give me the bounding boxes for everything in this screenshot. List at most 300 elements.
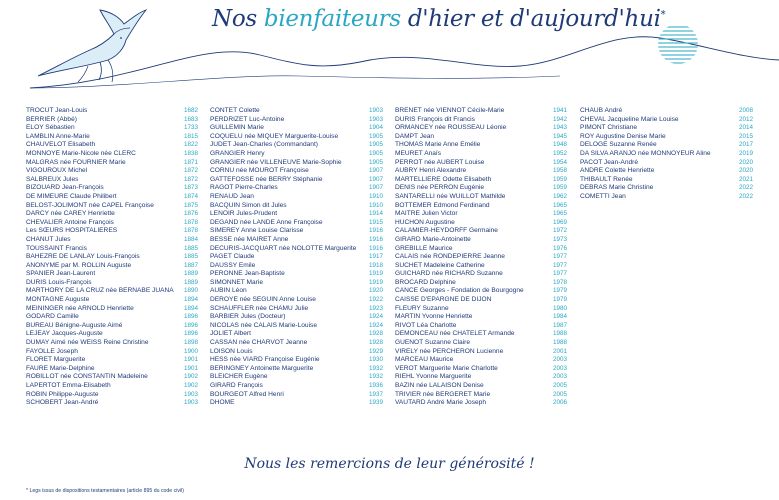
benefactor-name: MARCEAU Maurice — [395, 356, 454, 364]
benefactor-name: SALBREUX Jules — [26, 175, 79, 183]
benefactor-name: BACQUIN Simon dit Jules — [210, 201, 287, 209]
benefactor-year: 1959 — [552, 175, 567, 183]
benefactor-row — [26, 227, 198, 236]
benefactor-name: JUDET Jean-Charles (Commandant) — [210, 141, 318, 149]
benefactor-year: 1871 — [183, 158, 198, 166]
benefactor-row — [26, 210, 198, 219]
benefactor-row — [26, 270, 198, 279]
benefactor-row — [26, 262, 198, 271]
benefactor-name: Les SŒURS HOSPITALIERES — [26, 227, 118, 235]
benefactor-row — [26, 305, 198, 314]
benefactor-year: 2003 — [552, 356, 567, 364]
benefactor-year: 2003 — [552, 373, 567, 381]
benefactor-row — [395, 227, 567, 236]
benefactor-name: RAGOT Pierre-Charles — [210, 184, 278, 192]
decorative-swoosh — [30, 37, 779, 88]
benefactor-row — [580, 116, 753, 125]
benefactor-year: 1914 — [368, 210, 383, 218]
benefactor-row — [580, 176, 753, 185]
benefactor-year: 1945 — [552, 132, 567, 140]
benefactor-name: TOUSSAINT Francis — [26, 244, 87, 252]
benefactor-name: MEURET Anaïs — [395, 149, 442, 157]
benefactor-name: CANCE Georges - Fondation de Bourgogne — [395, 287, 524, 295]
benefactor-year: 1872 — [183, 167, 198, 175]
benefactor-name: MALGRAS née FOURNIER Marie — [26, 158, 126, 166]
benefactor-name: BOTTEMER Edmond Ferdinand — [395, 201, 490, 209]
benefactor-year: 1979 — [552, 296, 567, 304]
benefactor-year: 1916 — [368, 227, 383, 235]
benefactor-name: RENAUD Jean — [210, 192, 254, 200]
benefactor-year: 1942 — [552, 115, 567, 123]
benefactor-name: MARTHORY DE LA CRUZ née BERNABE JUANA — [26, 287, 174, 295]
benefactor-row — [395, 399, 567, 408]
benefactor-row — [395, 253, 567, 262]
benefactor-year: 1905 — [368, 158, 383, 166]
benefactor-name: LAMBLIN Anne-Marie — [26, 132, 90, 140]
benefactor-row — [210, 322, 383, 331]
benefactor-name: HESS née VIARD Françoise Eugénie — [210, 356, 320, 364]
benefactor-name: CALAMIER-HEYDORFF Germaine — [395, 227, 498, 235]
benefactors-column-4 — [580, 107, 753, 202]
benefactor-name: DEBRAS Marie Christine — [580, 184, 654, 192]
benefactor-row — [210, 253, 383, 262]
benefactor-row — [26, 253, 198, 262]
benefactor-row — [210, 227, 383, 236]
benefactor-name: CHANUT Jules — [26, 235, 71, 243]
benefactor-name: BAZIN née LALAISON Denise — [395, 382, 484, 389]
benefactor-name: BERINGNEY Antoinette Marguerite — [210, 364, 314, 372]
benefactor-year: 2022 — [738, 192, 753, 200]
benefactor-name: CHAUB André — [580, 107, 623, 114]
benefactor-year: 1900 — [183, 347, 198, 355]
benefactor-year: 1907 — [368, 184, 383, 192]
benefactor-row — [26, 141, 198, 150]
benefactor-year: 1969 — [552, 218, 567, 226]
benefactor-row — [395, 245, 567, 254]
benefactor-row — [26, 391, 198, 400]
benefactor-row — [26, 313, 198, 322]
benefactor-year: 1904 — [368, 124, 383, 132]
benefactor-name: AUBRY Henri Alexandre — [395, 167, 467, 175]
benefactor-year: 1885 — [183, 253, 198, 261]
benefactor-year: 1930 — [368, 356, 383, 364]
benefactor-name: CALAIS née RONDEPIERRE Jeanne — [395, 253, 505, 261]
benefactor-name: LEJEAY Jacques-Auguste — [26, 330, 103, 338]
benefactor-name: HUCHON Augustine — [395, 218, 455, 226]
benefactor-name: MONTAGNE Auguste — [26, 296, 90, 304]
benefactors-column-3 — [395, 107, 567, 408]
benefactor-row — [395, 270, 567, 279]
benefactor-year: 2014 — [738, 124, 753, 132]
benefactor-row — [210, 202, 383, 211]
benefactor-row — [395, 313, 567, 322]
benefactor-name: RIEHL Yvonne Marguerite — [395, 373, 472, 381]
benefactor-name: BARBIER Jules (Docteur) — [210, 313, 286, 321]
benefactor-name: BOURGEOT Alfred Henri — [210, 390, 284, 398]
benefactor-year: 1915 — [368, 218, 383, 226]
page-title — [212, 6, 665, 32]
benefactor-year: 1822 — [183, 141, 198, 149]
benefactor-row — [26, 124, 198, 133]
benefactor-year: 1988 — [552, 330, 567, 338]
benefactor-row — [210, 262, 383, 271]
benefactor-name: VIRELY née PERCHERON Lucienne — [395, 347, 504, 355]
benefactor-row — [210, 348, 383, 357]
benefactor-year: 1910 — [368, 201, 383, 209]
benefactor-name: DELOGE Suzanne Renée — [580, 141, 657, 149]
benefactor-row — [395, 305, 567, 314]
benefactor-row — [580, 141, 753, 150]
benefactor-year: 2005 — [552, 390, 567, 398]
benefactor-year: 1977 — [552, 253, 567, 261]
benefactor-row — [26, 150, 198, 159]
benefactor-year: 1733 — [183, 124, 198, 132]
benefactor-row — [26, 202, 198, 211]
benefactor-name: ROBIN Philippe-Auguste — [26, 390, 99, 398]
benefactor-row — [395, 382, 567, 391]
title-part1: Nos — [212, 6, 264, 32]
benefactor-year: 1965 — [552, 210, 567, 218]
benefactor-name: DECURIS-JACQUART née NOLOTTE Marguerite — [210, 244, 357, 252]
benefactor-year: 1928 — [368, 339, 383, 347]
benefactor-year: 1875 — [183, 201, 198, 209]
benefactor-name: LOISON Louis — [210, 347, 253, 355]
benefactor-row — [580, 107, 753, 116]
benefactor-year: 1878 — [183, 218, 198, 226]
benefactor-row — [395, 236, 567, 245]
benefactor-year: 1980 — [552, 304, 567, 312]
benefactor-name: PACOT Jean-André — [580, 158, 639, 166]
benefactor-row — [395, 279, 567, 288]
benefactor-name: GREBILLE Maurice — [395, 244, 453, 252]
benefactors-column-1 — [26, 107, 198, 408]
benefactor-row — [210, 159, 383, 168]
benefactor-name: BERRIER (Abbé) — [26, 115, 77, 123]
benefactor-year: 1988 — [552, 339, 567, 347]
benefactor-row — [210, 167, 383, 176]
benefactor-row — [26, 322, 198, 331]
benefactor-name: BLEICHER Eugène — [210, 373, 268, 381]
benefactor-year: 1874 — [183, 192, 198, 200]
benefactors-column-2 — [210, 107, 383, 408]
benefactor-year: 1890 — [183, 287, 198, 295]
benefactor-row — [210, 399, 383, 408]
benefactor-year: 2003 — [552, 364, 567, 372]
benefactor-year: 1916 — [368, 244, 383, 252]
benefactor-year: 1905 — [368, 141, 383, 149]
benefactor-row — [210, 270, 383, 279]
benefactor-name: DAMPT Jean — [395, 132, 435, 140]
benefactor-row — [210, 279, 383, 288]
benefactor-name: GRANGIER Henry — [210, 149, 265, 157]
benefactor-row — [26, 167, 198, 176]
benefactor-name: SCHOBERT Jean-André — [26, 399, 99, 407]
benefactor-name: GATTEFOSSE née BERRY Stéphanie — [210, 175, 323, 183]
benefactor-row — [26, 339, 198, 348]
benefactor-row — [395, 159, 567, 168]
benefactor-name: SIMEREY Anne Louise Clarisse — [210, 227, 304, 235]
benefactor-year: 1918 — [368, 261, 383, 269]
benefactor-year: 1924 — [368, 321, 383, 329]
benefactor-year: 1932 — [368, 373, 383, 381]
benefactor-year: 1917 — [368, 253, 383, 261]
benefactor-year: 1894 — [183, 296, 198, 304]
benefactor-name: PERONNE Jean-Baptiste — [210, 270, 285, 278]
benefactor-year: 1959 — [552, 184, 567, 192]
benefactor-year: 1889 — [183, 270, 198, 278]
benefactor-year: 1896 — [183, 321, 198, 329]
benefactor-row — [210, 356, 383, 365]
benefactor-name: LAPERTOT Emma-Elisabeth — [26, 382, 111, 389]
benefactor-row — [395, 210, 567, 219]
benefactor-year: 1903 — [183, 399, 198, 407]
benefactor-name: DEMONCEAU née CHATELET Armande — [395, 330, 515, 338]
benefactor-year: 1987 — [552, 321, 567, 329]
benefactor-year: 1896 — [183, 330, 198, 338]
benefactor-name: DEROYE née SEGUIN Anne Louise — [210, 296, 316, 304]
benefactor-year: 1922 — [368, 296, 383, 304]
benefactor-name: ROBILLOT née CONSTANTIN Madeleine — [26, 373, 148, 381]
benefactor-name: ELOY Sébastien — [26, 124, 75, 132]
benefactor-row — [580, 159, 753, 168]
benefactor-row — [210, 305, 383, 314]
benefactor-name: BESSE née MAIRET Anne — [210, 235, 289, 243]
benefactor-year: 2020 — [738, 167, 753, 175]
benefactor-name: TROCUT Jean-Louis — [26, 107, 88, 114]
benefactor-year: 1901 — [183, 356, 198, 364]
benefactor-name: VAUTARD André Marie Joseph — [395, 399, 487, 407]
benefactor-name: GRANGIER née VILLENEUVE Marie-Sophie — [210, 158, 342, 166]
benefactor-year: 1683 — [183, 115, 198, 123]
benefactor-row — [26, 296, 198, 305]
benefactor-year: 1954 — [552, 158, 567, 166]
benefactor-name: CHEVAL Jacqueline Marie Louise — [580, 115, 679, 123]
benefactor-name: FLEURY Suzanne — [395, 304, 449, 312]
benefactor-row — [210, 245, 383, 254]
benefactor-row — [26, 236, 198, 245]
benefactor-year: 1876 — [183, 210, 198, 218]
benefactor-year: 1948 — [552, 141, 567, 149]
benefactor-year: 1932 — [368, 364, 383, 372]
benefactor-row — [395, 176, 567, 185]
benefactor-year: 1919 — [368, 278, 383, 286]
benefactor-year: 1887 — [183, 261, 198, 269]
benefactor-name: DA SILVA ARANJO née MONNOYEUR Aline — [580, 149, 711, 157]
benefactor-year: 2021 — [738, 175, 753, 183]
benefactor-row — [26, 219, 198, 228]
benefactor-row — [210, 184, 383, 193]
benefactor-row — [210, 176, 383, 185]
benefactor-year: 1937 — [368, 390, 383, 398]
benefactor-row — [395, 330, 567, 339]
benefactor-row — [26, 287, 198, 296]
benefactor-row — [395, 365, 567, 374]
benefactor-name: SCHAUFFLER née CHAMU Julie — [210, 304, 309, 312]
benefactor-name: CHEVALIER Antoine François — [26, 218, 114, 226]
benefactor-year: 1907 — [368, 175, 383, 183]
benefactor-name: TRIVIER née BERGERET Marie — [395, 390, 491, 398]
benefactor-year: 2012 — [738, 115, 753, 123]
benefactor-name: BELOST-JOLIMONT née CAPEL Françoise — [26, 201, 154, 209]
benefactor-row — [395, 391, 567, 400]
benefactor-row — [580, 150, 753, 159]
benefactor-name: BUREAU Bénigne-Auguste Aimé — [26, 321, 123, 329]
title-highlight: bienfaiteurs — [263, 6, 401, 32]
benefactor-row — [395, 296, 567, 305]
benefactor-name: CHAUVELOT Elisabeth — [26, 141, 96, 149]
benefactor-name: SUCHET Madeleine Catherine — [395, 261, 485, 269]
benefactor-year: 2019 — [738, 149, 753, 157]
benefactor-name: DENIS née PERRON Eugénie — [395, 184, 485, 192]
benefactor-row — [395, 116, 567, 125]
benefactor-row — [210, 141, 383, 150]
benefactor-row — [210, 193, 383, 202]
benefactor-row — [580, 133, 753, 142]
benefactor-year: 1889 — [183, 278, 198, 286]
benefactor-row — [395, 141, 567, 150]
title-footnote-mark: * — [660, 9, 666, 21]
benefactor-name: RIVOT Léa Charlotte — [395, 321, 457, 329]
benefactor-row — [210, 236, 383, 245]
benefactor-row — [395, 107, 567, 116]
benefactor-row — [580, 124, 753, 133]
benefactor-row — [26, 382, 198, 391]
benefactor-name: THIBAULT Renée — [580, 175, 633, 183]
benefactor-row — [210, 373, 383, 382]
benefactor-name: COQUELU née MIQUEY Marguerite-Louise — [210, 132, 339, 140]
benefactor-name: GUICHARD née RICHARD Suzanne — [395, 270, 503, 278]
benefactor-row — [580, 184, 753, 193]
benefactor-name: ANONYME par M. ROLLIN Auguste — [26, 261, 132, 269]
benefactor-name: DE MIMEURE Claude Philibert — [26, 192, 117, 200]
benefactor-row — [395, 124, 567, 133]
benefactor-name: FAYOLLE Joseph — [26, 347, 78, 355]
benefactor-year: 1907 — [368, 167, 383, 175]
benefactor-year: 1902 — [183, 382, 198, 389]
benefactor-name: VEROT Marguerite Marie Charlotte — [395, 364, 498, 372]
dove-icon — [38, 10, 146, 82]
benefactor-year: 1977 — [552, 270, 567, 278]
benefactor-year: 1924 — [368, 313, 383, 321]
benefactor-row — [210, 150, 383, 159]
benefactor-year: 1979 — [552, 287, 567, 295]
benefactor-name: PERROT née AUBERT Louise — [395, 158, 485, 166]
benefactor-row — [395, 150, 567, 159]
benefactor-year: 1916 — [368, 235, 383, 243]
benefactor-year: 2015 — [738, 132, 753, 140]
benefactor-year: 1901 — [183, 364, 198, 372]
title-part2: d'hier et d'aujourd'hui — [400, 6, 661, 32]
benefactor-row — [210, 391, 383, 400]
benefactor-row — [210, 219, 383, 228]
benefactor-row — [210, 133, 383, 142]
benefactor-name: CONTET Colette — [210, 107, 260, 114]
benefactor-row — [395, 356, 567, 365]
benefactor-row — [26, 116, 198, 125]
benefactor-row — [395, 339, 567, 348]
benefactor-name: FLORET Marguerite — [26, 356, 86, 364]
benefactor-year: 1977 — [552, 261, 567, 269]
benefactor-year: 1873 — [183, 184, 198, 192]
benefactor-row — [210, 339, 383, 348]
benefactor-name: DUMAY Aimé née WEISS Reine Christine — [26, 339, 149, 347]
benefactor-name: COMETTI Jean — [580, 192, 626, 200]
benefactor-row — [210, 313, 383, 322]
benefactor-year: 1905 — [368, 149, 383, 157]
benefactor-row — [395, 219, 567, 228]
benefactor-row — [210, 116, 383, 125]
benefactor-year: 2020 — [738, 158, 753, 166]
benefactor-name: BRENET née VIENNOT Cécile-Marie — [395, 107, 505, 114]
benefactor-name: BIZOUARD Jean-François — [26, 184, 104, 192]
benefactor-year: 1962 — [552, 192, 567, 200]
benefactor-year: 1973 — [552, 235, 567, 243]
decorative-circle — [650, 27, 710, 63]
benefactor-name: MEININGER née ARNOLD Henriette — [26, 304, 134, 312]
benefactor-row — [395, 262, 567, 271]
benefactor-year: 1923 — [368, 304, 383, 312]
benefactor-name: GIRARD François — [210, 382, 263, 389]
benefactor-name: BAHEZRE DE LANLAY Louis-François — [26, 253, 140, 261]
benefactor-name: NICOLAS née CALAIS Marie-Louise — [210, 321, 318, 329]
benefactor-name: ORMANCEY née ROUSSEAU Léonie — [395, 124, 507, 132]
benefactor-row — [395, 322, 567, 331]
benefactor-name: FAURE Marie-Delphine — [26, 364, 95, 372]
benefactor-row — [26, 245, 198, 254]
benefactor-year: 1903 — [368, 115, 383, 123]
benefactor-row — [395, 373, 567, 382]
benefactor-row — [26, 107, 198, 116]
benefactor-name: MARTELLIERE Odette Elisabeth — [395, 175, 492, 183]
benefactor-name: MARTIN Yvonne Henriette — [395, 313, 473, 321]
benefactor-year: 1965 — [552, 201, 567, 209]
benefactor-year: 1838 — [183, 149, 198, 157]
benefactor-year: 1885 — [183, 244, 198, 252]
benefactor-year: 1943 — [552, 124, 567, 132]
benefactor-year: 1910 — [368, 192, 383, 200]
benefactor-year: 1896 — [183, 313, 198, 321]
benefactor-name: CAISSE D'EPARGNE DE DIJON — [395, 296, 492, 304]
benefactor-row — [26, 193, 198, 202]
benefactor-row — [210, 382, 383, 391]
benefactor-year: 1941 — [552, 107, 567, 114]
benefactor-row — [395, 167, 567, 176]
benefactor-row — [210, 124, 383, 133]
benefactor-name: DARCY née CAREY Henriette — [26, 210, 115, 218]
benefactor-year: 2017 — [738, 141, 753, 149]
benefactor-row — [210, 330, 383, 339]
benefactor-name: VIGOUROUX Michel — [26, 167, 88, 175]
benefactor-row — [26, 356, 198, 365]
benefactor-year: 2005 — [552, 382, 567, 389]
benefactor-year: 2022 — [738, 184, 753, 192]
benefactor-name: GIRARD Marie-Antoinette — [395, 235, 471, 243]
benefactor-row — [26, 184, 198, 193]
benefactor-row — [26, 159, 198, 168]
benefactor-year: 2001 — [552, 347, 567, 355]
benefactor-name: AUBIN Léon — [210, 287, 247, 295]
footnote: * Legs issus de dispositions testamentaires (article 895 du code civil) — [26, 488, 185, 494]
benefactor-name: SIMONNET Marie — [210, 278, 264, 286]
benefactor-name: DAUSSY Emile — [210, 261, 256, 269]
benefactor-year: 1682 — [183, 107, 198, 114]
benefactor-year: 2008 — [738, 107, 753, 114]
benefactor-year: 1902 — [183, 373, 198, 381]
benefactor-name: PIMONT Christiane — [580, 124, 638, 132]
benefactor-year: 1952 — [552, 149, 567, 157]
benefactor-row — [26, 176, 198, 185]
benefactor-row — [26, 399, 198, 408]
